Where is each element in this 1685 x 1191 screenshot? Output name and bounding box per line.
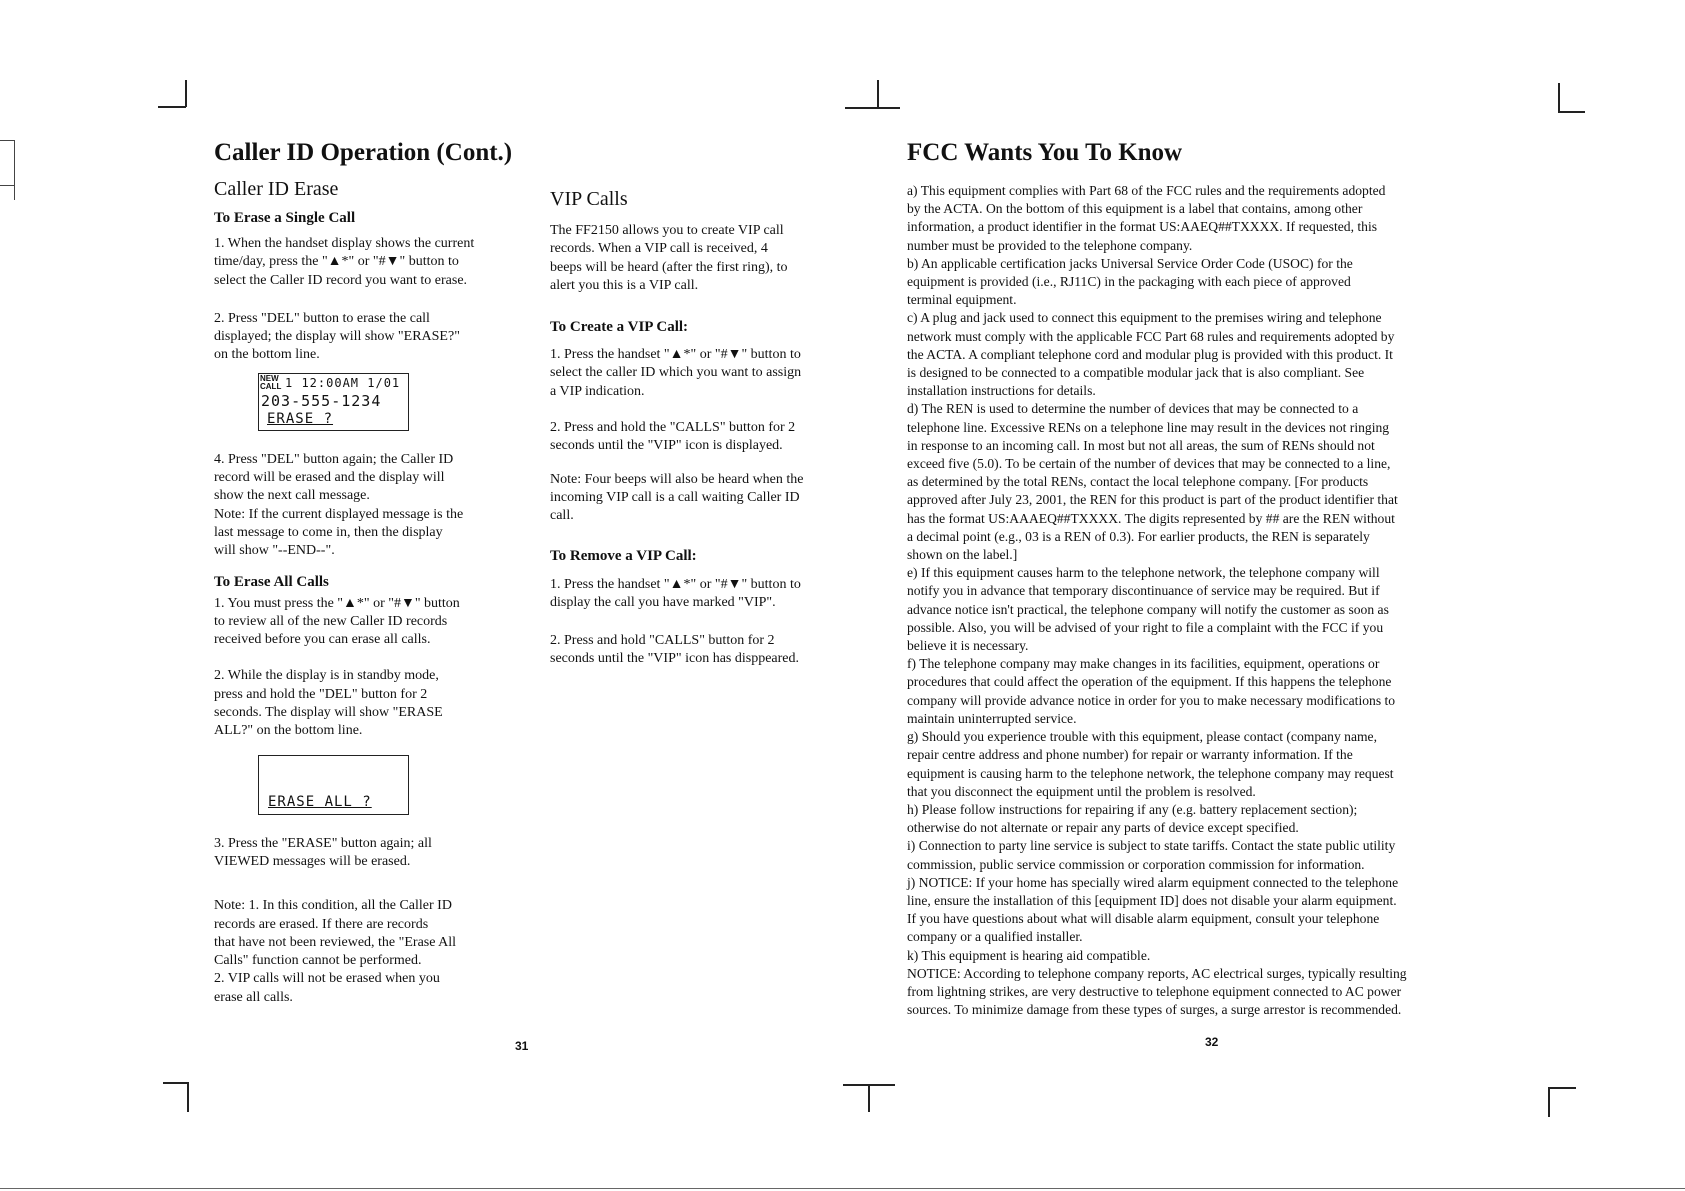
fcc-line: f) The telephone company may make changes in its facilities, equipment, operations or [907,656,1380,672]
vip-column [550,186,860,669]
lcd-erase-display [258,373,409,431]
lcd-number-line: 203-555-1234 [261,391,382,410]
fcc-line: company or a qualified installer. [907,929,1083,945]
fcc-line: by the ACTA. On the bottom of this equipment is a label that contains, among other [907,201,1363,217]
fcc-line: g) Should you experience trouble with this equipment, please contact (company name, [907,729,1377,745]
vip-heading: VIP Calls [550,188,628,210]
fcc-text [907,182,1527,1019]
fcc-line: approved after July 23, 2001, the REN for this product is part of the product identifier that [907,492,1398,508]
fcc-line: telephone line. Excessive RENs on a telephone line may result in the devices not ringing [907,419,1390,435]
fcc-line: sources. To minimize damage from these types of surges, a surge arrestor is recommended. [907,1002,1402,1018]
fcc-line: e) If this equipment causes harm to the telephone network, the telephone company will [907,565,1380,581]
lcd-erase-line: ERASE ? [267,410,334,427]
create-vip-step1: 1. Press the handset "▲*" or "#▼" button to select the caller ID which you want to assign a VIP indication. [550,347,802,399]
fcc-line: c) A plug and jack used to connect this equipment to the premises wiring and telephone [907,310,1382,326]
fcc-line: maintain uninterrupted service. [907,710,1077,726]
fcc-line: otherwise do not alternate or repair any parts of device except specified. [907,820,1299,836]
fcc-line: terminal equipment. [907,292,1017,308]
fcc-line: number must be provided to the telephone company. [907,237,1193,253]
fcc-line: in response to an incoming call. In most but not all areas, the sum of RENs should not [907,437,1375,453]
fcc-line: j) NOTICE: If your home has specially wired alarm equipment connected to the telephone [907,874,1399,890]
fcc-line: i) Connection to party line service is subject to state tariffs. Contact the state public utility [907,838,1396,854]
remove-vip-step1: 1. Press the handset "▲*" or "#▼" button to display the call you have marked "VIP". [550,576,801,610]
create-vip-heading: To Create a VIP Call: [550,319,689,336]
fcc-line: NOTICE: According to telephone company reports, AC electrical surges, typically resulting [907,965,1407,981]
fcc-line: If you have questions about what will disable alarm equipment, consult your telephone [907,911,1380,927]
lcd-time-line: 1 12:00AM 1/01 [285,375,401,390]
fcc-line: believe it is necessary. [907,638,1029,654]
erase-all-step3: 3. Press the "ERASE" button again; all VIEWED messages will be erased. [214,835,432,869]
fcc-line: a) This equipment complies with Part 68 of the FCC rules and the requirements adopted [907,183,1386,198]
fcc-line: possible. Also, you will be advised of your right to file a complaint with the FCC if you [907,619,1384,635]
fcc-line: installation instructions for details. [907,383,1096,399]
fcc-line: a decimal point (e.g., 03 is a REN of 0.3). For earlier products, the REN is separately [907,528,1370,544]
fcc-line: k) This equipment is hearing aid compatible. [907,947,1151,963]
page-number-right: 32 [1205,1035,1219,1049]
fcc-line: advance notice isn't practical, the telephone company will notify the customer as soon as [907,601,1389,617]
fcc-column [907,138,1527,1019]
fcc-line: line, ensure the installation of this [equipment ID] does not disable your alarm equipment. [907,892,1397,908]
fcc-line: shown on the label.] [907,547,1018,563]
caller-id-column [214,138,534,1007]
lcd-erase-all-display [258,755,409,815]
create-vip-step2: 2. Press and hold the "CALLS" button for 2 seconds until the "VIP" icon is displayed. [550,420,796,454]
fcc-line: that you disconnect the equipment until the problem is resolved. [907,783,1256,799]
fcc-line: equipment is provided (i.e., RJ11C) in the packaging with each piece of approved [907,274,1351,290]
create-vip-note: Note: Four beeps will also be heard when the incoming VIP call is a call waiting Caller ID call. [550,471,804,524]
fcc-line: from lightning strikes, are very destructive to telephone equipment connected to AC power [907,983,1402,999]
fcc-line: procedures that could affect the operation of the equipment. If this happens the telephone [907,674,1392,690]
erase-single-heading: To Erase a Single Call [214,210,356,226]
fcc-line: b) An applicable certification jacks Universal Service Order Code (USOC) for the [907,255,1353,271]
erase-single-step4: 4. Press "DEL" button again; the Caller ID record will be erased and the display will show the next call message. Note: If the current displayed message is the last message to come in, then the display will show "--END--". [214,451,464,559]
remove-vip-heading: To Remove a VIP Call: [550,547,697,564]
erase-single-step2: 2. Press "DEL" button to erase the call displayed; the display will show "ERASE?" on the bottom line. [214,310,460,363]
lcd-erase-all-line: ERASE ALL ? [268,793,372,810]
fcc-line: exceed five (5.0). To be certain of the number of devices that may be connected to a line, [907,456,1391,472]
fcc-line: information, a product identifier in the format US:AAEQ##TXXXX. If requested, this [907,219,1378,235]
fcc-title: FCC Wants You To Know [907,139,1183,166]
page-number-left: 31 [515,1039,529,1053]
fcc-line: is designed to be connected to a compatible modular jack that is also compliant. See [907,365,1365,381]
page-title: Caller ID Operation (Cont.) [214,139,513,166]
caller-id-erase-heading: Caller ID Erase [214,178,339,200]
fcc-line: repair centre address and phone number) for repair or warranty information. If the [907,747,1353,763]
fcc-line: equipment is causing harm to the telephone network, the telephone company may request [907,765,1394,781]
fcc-line: d) The REN is used to determine the number of devices that may be connected to a [907,401,1359,417]
fcc-line: the ACTA. A compliant telephone cord and modular plug is provided with this product. It [907,346,1393,362]
fcc-line: has the format US:AAAEQ##TXXXX. The digits represented by ## are the REN without [907,510,1395,526]
erase-all-step1: 1. You must press the "▲*" or "#▼" button to review all of the new Caller ID records received before you can erase all calls. [214,595,460,648]
vip-intro: The FF2150 allows you to create VIP call records. When a VIP call is received, 4 beeps will be heard (after the first ring), to alert you this is a VIP call. [550,223,788,293]
fcc-line: h) Please follow instructions for repairing if any (e.g. battery replacement section); [907,801,1358,817]
erase-single-step1: 1. When the handset display shows the current time/day, press the "▲*" or "#▼" button to select the Caller ID record you want to erase. [214,236,475,288]
erase-all-step2: 2. While the display is in standby mode, press and hold the "DEL" button for 2 seconds. The display will show "ERASE ALL?" on the bottom line. [214,668,443,739]
fcc-line: company will provide advance notice in order for you to make necessary modifications to [907,692,1396,708]
fcc-line: as determined by the total RENs, contact the local telephone company. [For products [907,474,1369,490]
erase-all-heading: To Erase All Calls [214,573,329,590]
fcc-line: network must comply with the applicable FCC Part 68 rules and requirements adopted by [907,328,1395,344]
fcc-line: commission, public service commission or corporation commission for information. [907,856,1365,872]
fcc-line: notify you in advance that temporary discontinuance of service may be required. But if [907,583,1380,599]
remove-vip-step2: 2. Press and hold "CALLS" button for 2 seconds until the "VIP" icon has disppeared. [550,633,799,667]
new-call-badge: NEW CALL [260,373,282,391]
erase-all-note: Note: 1. In this condition, all the Caller ID records are erased. If there are records that have not been reviewed, the "Erase All Calls" function cannot be performed. 2. VIP calls will not be erased when you erase all calls. [214,898,457,1005]
